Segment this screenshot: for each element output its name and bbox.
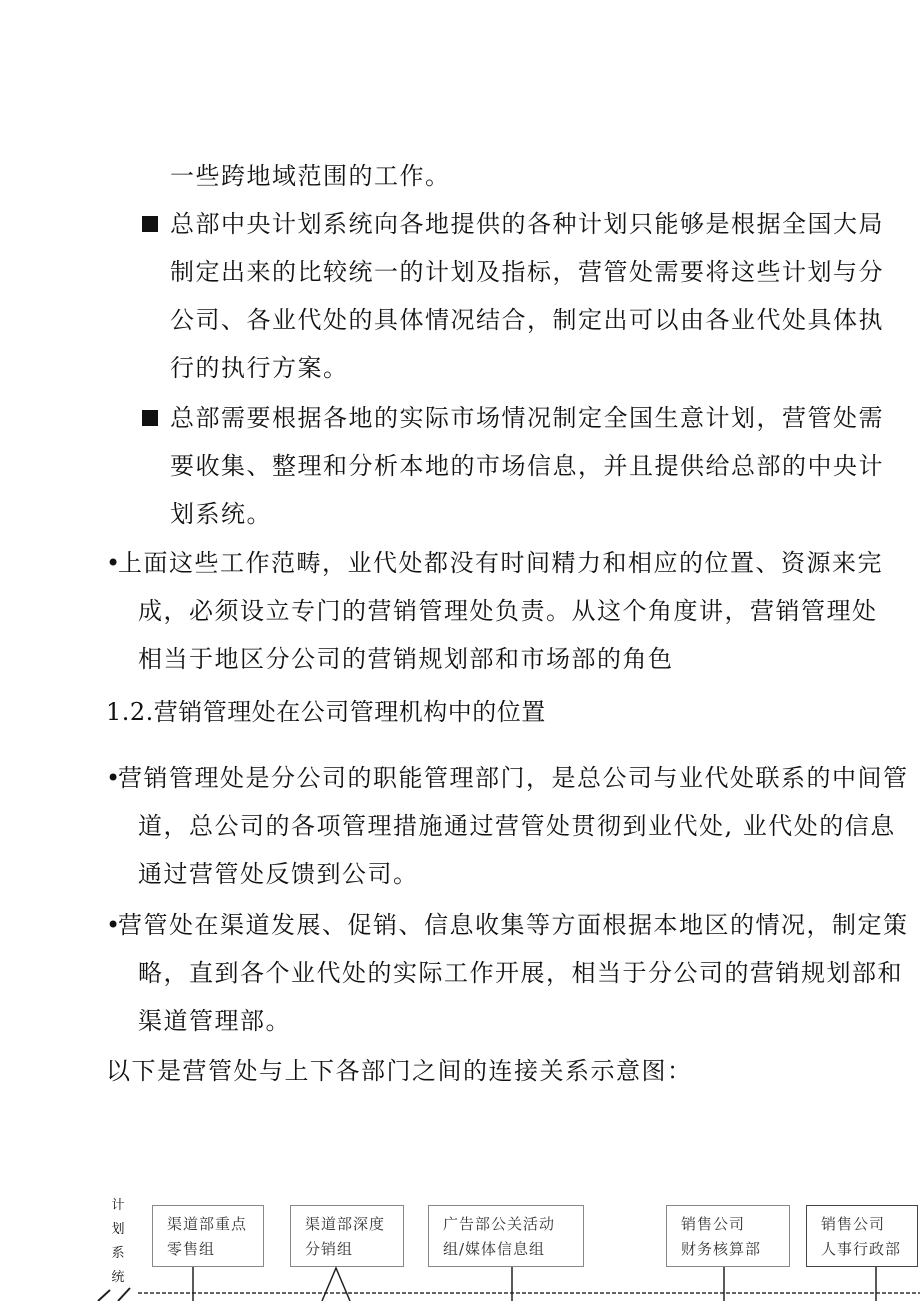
text-line: 总部中央计划系统向各地提供的各种计划只能够是根据全国大局 [170, 210, 884, 238]
text-line: 相当于地区分公司的营销规划部和市场部的角色 [138, 645, 674, 673]
text-line: 要收集、整理和分析本地的市场信息，并且提供给总部的中央计 [170, 452, 884, 480]
box-line: 组/媒体信息组 [443, 1240, 546, 1258]
arrow-left-icon [118, 1288, 130, 1301]
side-label-char: 系 [111, 1246, 125, 1261]
box-line: 销售公司 [821, 1215, 886, 1233]
text-line: 略，直到各个业代处的实际工作开展，相当于分公司的营销规划部和 [138, 959, 903, 987]
text-line: 通过营管处反馈到公司。 [138, 860, 419, 888]
arrow-up-icon [322, 1268, 350, 1301]
box-line: 零售组 [167, 1240, 216, 1258]
text-line: 公司、各业代处的具体情况结合，制定出可以由各业代处具体执 [170, 306, 884, 334]
dot-bullet-icon: • [106, 911, 121, 939]
arrow-left-icon [98, 1290, 110, 1301]
dot-bullet-icon: • [106, 764, 121, 792]
text-line: 总部需要根据各地的实际市场情况制定全国生意计划，营管处需 [170, 404, 884, 432]
box-line: 人事行政部 [821, 1240, 902, 1258]
dot-bullet-icon: • [106, 549, 121, 577]
text-line: 划系统。 [170, 500, 272, 528]
text-line: 营销管理处是分公司的职能管理部门，是总公司与业代处联系的中间管 [118, 764, 909, 792]
text-line: 成，必须设立专门的营销管理处负责。从这个角度讲，营销管理处 [138, 597, 878, 625]
box-line: 财务核算部 [681, 1240, 762, 1258]
box-line: 销售公司 [681, 1215, 746, 1233]
box-line: 分销组 [305, 1240, 354, 1258]
box-line: 广告部公关活动 [443, 1215, 556, 1233]
side-label-char: 统 [111, 1270, 125, 1285]
text-line: 行的执行方案。 [170, 354, 349, 382]
diagram-intro: 以下是营管处与上下各部门之间的连接关系示意图： [106, 1057, 693, 1085]
section-heading: 1.2.营销管理处在公司管理机构中的位置 [106, 698, 546, 726]
side-label-char: 划 [111, 1222, 125, 1237]
side-label-char: 计 [111, 1198, 125, 1213]
text-line: 道，总公司的各项管理措施通过营管处贯彻到业代处, 业代处的信息 [138, 812, 896, 840]
text-line: 制定出来的比较统一的计划及指标，营管处需要将这些计划与分 [170, 258, 884, 286]
box-line: 渠道部深度 [305, 1215, 386, 1233]
text-line: 上面这些工作范畴，业代处都没有时间精力和相应的位置、资源来完 [118, 549, 883, 577]
text-line: 营管处在渠道发展、促销、信息收集等方面根据本地区的情况，制定策 [118, 911, 909, 939]
text-line: 一些跨地域范围的工作。 [170, 162, 451, 190]
text-line: 渠道管理部。 [138, 1007, 291, 1035]
box-line: 渠道部重点 [167, 1215, 248, 1233]
